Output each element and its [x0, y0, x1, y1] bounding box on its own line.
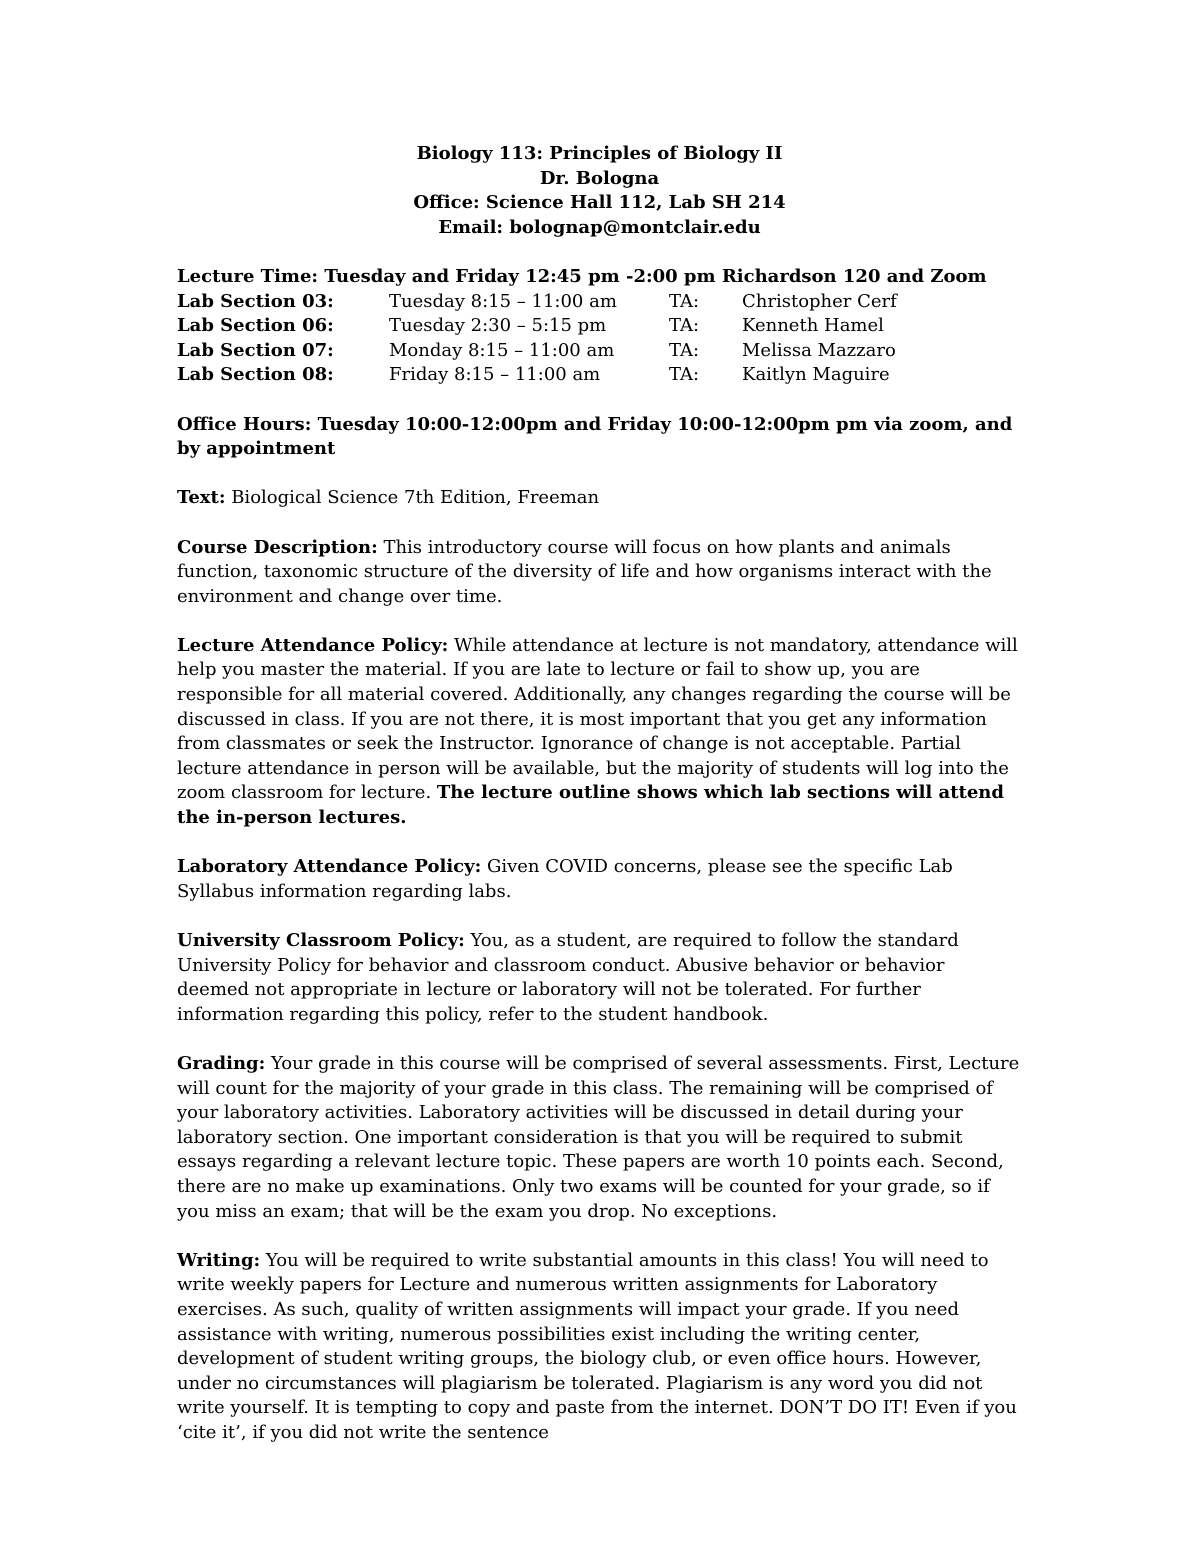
course-description-label: Course Description: — [177, 536, 378, 558]
lab-attendance-label: Laboratory Attendance Policy: — [177, 856, 482, 878]
text-label: Text: — [177, 487, 226, 509]
ta-label: TA: — [669, 315, 700, 337]
lecture-attendance-body: While attendance at lecture is not mandatory, attendance will help you master the material. If you are late to lecture or fail to show up, you are responsible for all material covered. Additionally, any changes regarding the course will be discussed in class. If you are not there, it is most important that you get any information from classmates or seek the Instructor. Ignorance of change is not acceptable. Partial lecture attendance in person will be available, but the majority of students will log into the zoom classroom for lecture. — [177, 634, 1018, 804]
ta-name: Kaitlyn Maguire — [742, 364, 890, 386]
lecture-time: Lecture Time: Tuesday and Friday 12:45 pm -2:00 pm Richardson 120 and Zoom — [177, 265, 987, 287]
lab-time: Friday 8:15 – 11:00 am — [389, 364, 601, 386]
instructor-name: Dr. Bologna — [539, 167, 660, 189]
lab-time: Monday 8:15 – 11:00 am — [389, 339, 615, 361]
lab-section-label: Lab Section 07: — [177, 339, 334, 361]
ta-name: Kenneth Hamel — [742, 315, 884, 337]
lab-row — [177, 314, 1022, 339]
grading-label: Grading: — [177, 1052, 266, 1074]
lecture-attendance-section — [177, 634, 1022, 831]
lab-row — [177, 339, 1022, 364]
writing-label: Writing: — [177, 1249, 261, 1271]
lab-row — [177, 363, 1022, 388]
grading-body: Your grade in this course will be comprised of several assessments. First, Lecture will count for the majority of your grade in this class. The remaining will be comprised of your laboratory activities. Laboratory activities will be discussed in detail during your laboratory section. One important consideration is that you will be required to submit essays regarding a relevant lecture topic. These papers are worth 10 points each. Second, there are no make up examinations. Only two exams will be counted for your grade, so if you miss an exam; that will be the exam you drop. No exceptions. — [177, 1052, 1020, 1222]
ta-label: TA: — [669, 290, 700, 312]
lab-attendance-body: Given COVID concerns, please see the specific Lab Syllabus information regarding labs. — [177, 856, 953, 902]
lab-section-label: Lab Section 03: — [177, 290, 334, 312]
classroom-policy-section — [177, 929, 1022, 1027]
syllabus-header — [177, 142, 1022, 240]
course-title: Biology 113: Principles of Biology II — [416, 143, 783, 164]
course-description-body: This introductory course will focus on how plants and animals function, taxonomic structure of the diversity of life and how organisms interact with the environment and change over time. — [177, 536, 992, 607]
lab-time: Tuesday 2:30 – 5:15 pm — [389, 315, 607, 337]
classroom-policy-label: University Classroom Policy: — [177, 930, 465, 951]
ta-name: Melissa Mazzaro — [742, 339, 896, 361]
lecture-attendance-note: The lecture outline shows which lab sections will attend the in-person lectures. — [177, 782, 1004, 829]
lab-section-label: Lab Section 06: — [177, 315, 334, 337]
lab-sections-table — [177, 290, 1022, 388]
lecture-attendance-label: Lecture Attendance Policy: — [177, 634, 449, 656]
syllabus-page — [177, 142, 1022, 1445]
ta-name: Christopher Cerf — [742, 290, 897, 312]
lab-time: Tuesday 8:15 – 11:00 am — [389, 290, 617, 312]
writing-body: You will be required to write substantial amounts in this class! You will need to write weekly papers for Lecture and numerous written assignments for Laboratory exercises. As such, quality of written assignments will impact your grade. If you need assistance with writing, numerous possibilities exist including the writing center, development of student writing groups, the biology club, or even office hours. However, under no circumstances will plagiarism be tolerated. Plagiarism is any word you did not write yourself. It is tempting to copy and paste from the internet. DON’T DO IT! Even if you ‘cite it’, if you did not write the sentence — [177, 1249, 1017, 1443]
office-location: Office: Science Hall 112, Lab SH 214 — [413, 192, 786, 214]
lab-section-label: Lab Section 08: — [177, 364, 334, 386]
office-hours: Office Hours: Tuesday 10:00-12:00pm and Friday 10:00-12:00pm pm via zoom, and by appointment — [177, 413, 1013, 460]
instructor-email: Email: bolognap@montclair.edu — [438, 216, 761, 238]
grading-section — [177, 1052, 1022, 1224]
ta-label: TA: — [669, 339, 700, 361]
text-body: Biological Science 7th Edition, Freeman — [225, 487, 600, 509]
course-description-section — [177, 536, 1022, 610]
text-section — [177, 486, 1022, 511]
ta-label: TA: — [669, 364, 700, 386]
lab-row — [177, 290, 1022, 315]
lab-attendance-section — [177, 855, 1022, 904]
classroom-policy-body: You, as a student, are required to follow the standard University Policy for behavior and classroom conduct. Abusive behavior or behavior deemed not appropriate in lecture or laboratory will not be tolerated. For further information regarding this policy, refer to the student handbook. — [177, 930, 959, 1025]
writing-section — [177, 1249, 1022, 1446]
